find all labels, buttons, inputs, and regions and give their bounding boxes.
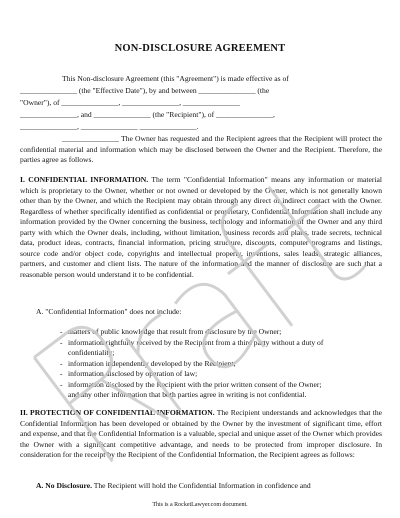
list-item: confidentiality; <box>68 348 115 357</box>
subsection-a2-label: A. No Disclosure. <box>36 481 92 490</box>
exclusions-list <box>60 327 323 401</box>
section-2-heading: II. PROTECTION OF CONFIDENTIAL INFORMATION. <box>20 408 215 417</box>
document-footer: This is a RocketLawyer.com document. <box>152 502 248 508</box>
intro-line-1: This Non-disclosure Agreement (this "Agreement") is made effective as of <box>62 74 289 83</box>
intro-line-5: _______________, _______________ _______________. <box>20 122 199 131</box>
intro-line-3: "Owner"), of _______________, _______________, _______________ <box>20 98 240 107</box>
section-2-body: The Recipient understands and acknowledges that the Confidential Information has been developed or obtained by the Owner by the investment of significant time, effort and expense, and that the Confidential Information is a valuable, special and unique asset of the Owner which provides the Owner with a significant competitive advantage, and needs to be protected from improper disclosure. In consideration for the receipt by the Recipient of the Confidential Information, the Recipient agrees as follows: <box>20 408 382 459</box>
section-2 <box>20 408 382 461</box>
subsection-a2 <box>36 481 311 490</box>
section-1 <box>20 175 382 280</box>
subsection-a2-body: The Recipient will hold the Confidential Information in confidence and <box>93 481 311 490</box>
list-item: - information disclosed by operation of law; <box>60 369 323 380</box>
list-item: - information independently developed by the Recipient; <box>60 359 323 370</box>
purpose-paragraph: _______________ The Owner has requested and the Recipient agrees that the Recipient will protect the confidential material and information which may be disclosed between the Owner and the Recipient. Therefore, the parties agree as follows. <box>20 134 382 164</box>
intro-line-4: _______________, and _______________ (the "Recipient"), of _______________, <box>20 110 275 119</box>
document-title: NON-DISCLOSURE AGREEMENT <box>114 43 286 54</box>
list-item: - matters of public knowledge that result from disclosure by the Owner; <box>60 327 323 338</box>
intro-line-2: _______________ (the "Effective Date"), by and between _______________ (the <box>20 86 270 95</box>
list-item: - information disclosed by the Recipient with the prior written consent of the Owner; <box>60 380 323 391</box>
list-item: - information rightfully received by the Recipient from a third party without a duty of <box>60 338 323 349</box>
subsection-a-label: A. "Confidential Information" does not include: <box>36 307 182 316</box>
list-item: and any other information that both parties agree in writing is not confidential. <box>68 390 307 399</box>
section-1-body: The term "Confidential Information" means any information or material which is proprietary to the Owner, whether or not owned or developed by the Owner, which is not generally known other than by the Owner, and which the Recipient may obtain through any direct or indirect contact with the Owner. Regardless of whether specifically identified as confidential or proprietary, Confidential Information shall include any information provided by the Owner concerning the business, technology and information of the Owner and any third party with which the Owner deals, including, without limitation, business records and plans, trade secrets, technical data, product ideas, contracts, financial information, pricing structure, discounts, computer programs and listings, source code and/or object code, copyrights and intellectual property, inventions, sales leads, strategic alliances, partners, and customer and client lists. The nature of the information and the manner of disclosure are such that a reasonable person would understand it to be confidential. <box>20 175 383 279</box>
section-1-heading: I. CONFIDENTIAL INFORMATION. <box>20 175 149 184</box>
